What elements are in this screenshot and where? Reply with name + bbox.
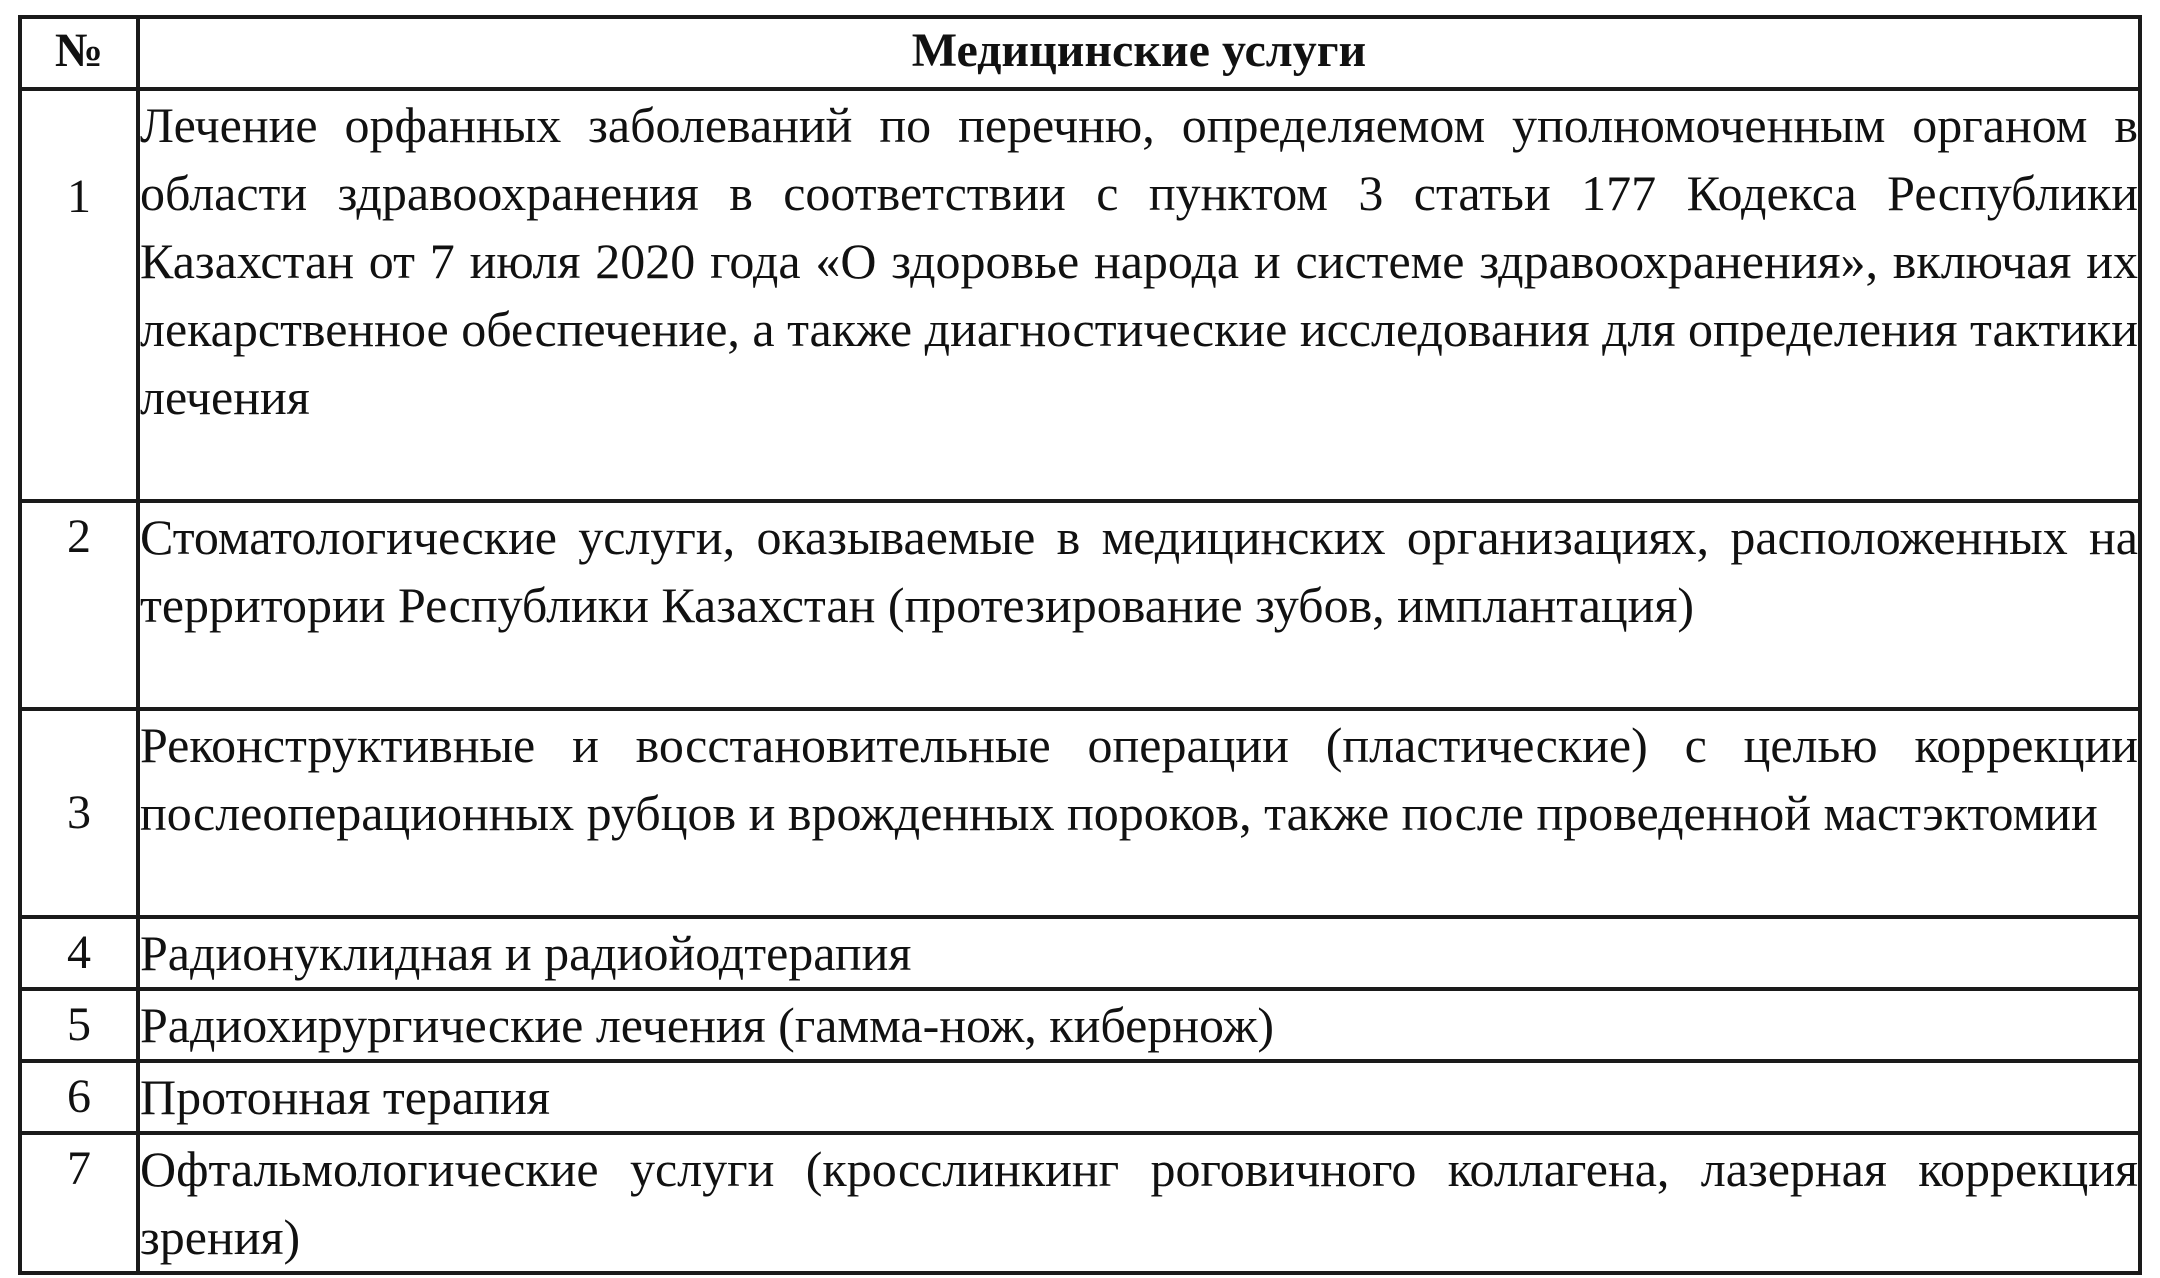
row-number: 1	[20, 89, 138, 501]
row-number: 4	[20, 917, 138, 989]
service-description: Протонная терапия	[138, 1061, 2140, 1133]
table-row	[20, 1061, 2140, 1133]
service-description: Радиохирургические лечения (гамма-нож, кибернож)	[138, 989, 2140, 1061]
service-description: Стоматологические услуги, оказываемые в медицинских организациях, расположенных на территории Республики Казахстан (протезирование зубов, имплантация)	[138, 501, 2140, 709]
column-header-services: Медицинские услуги	[138, 17, 2140, 89]
row-number: 5	[20, 989, 138, 1061]
table-row	[20, 501, 2140, 709]
table-row	[20, 989, 2140, 1061]
row-number: 3	[20, 709, 138, 917]
service-description: Офтальмологические услуги (кросслинкинг роговичного коллагена, лазерная коррекция зрения)	[138, 1133, 2140, 1273]
medical-services-table	[18, 15, 2142, 1275]
table-row	[20, 709, 2140, 917]
table-row	[20, 917, 2140, 989]
row-number: 7	[20, 1133, 138, 1273]
service-description: Реконструктивные и восстановительные операции (пластические) с целью коррекции послеоперационных рубцов и врожденных пороков, также после проведенной мастэктомии	[138, 709, 2140, 917]
service-description: Лечение орфанных заболеваний по перечню, определяемом уполномоченным органом в области здравоохранения в соответствии с пунктом 3 статьи 177 Кодекса Республики Казахстан от 7 июля 2020 года «О здоровье народа и системе здравоохранения», включая их лекарственное обеспечение, а также диагностические исследования для определения тактики лечения	[138, 89, 2140, 501]
table-row	[20, 89, 2140, 501]
table-header-row	[20, 17, 2140, 89]
service-description: Радионуклидная и радиойодтерапия	[138, 917, 2140, 989]
table-row	[20, 1133, 2140, 1273]
row-number: 2	[20, 501, 138, 709]
column-header-number: №	[20, 17, 138, 89]
row-number: 6	[20, 1061, 138, 1133]
